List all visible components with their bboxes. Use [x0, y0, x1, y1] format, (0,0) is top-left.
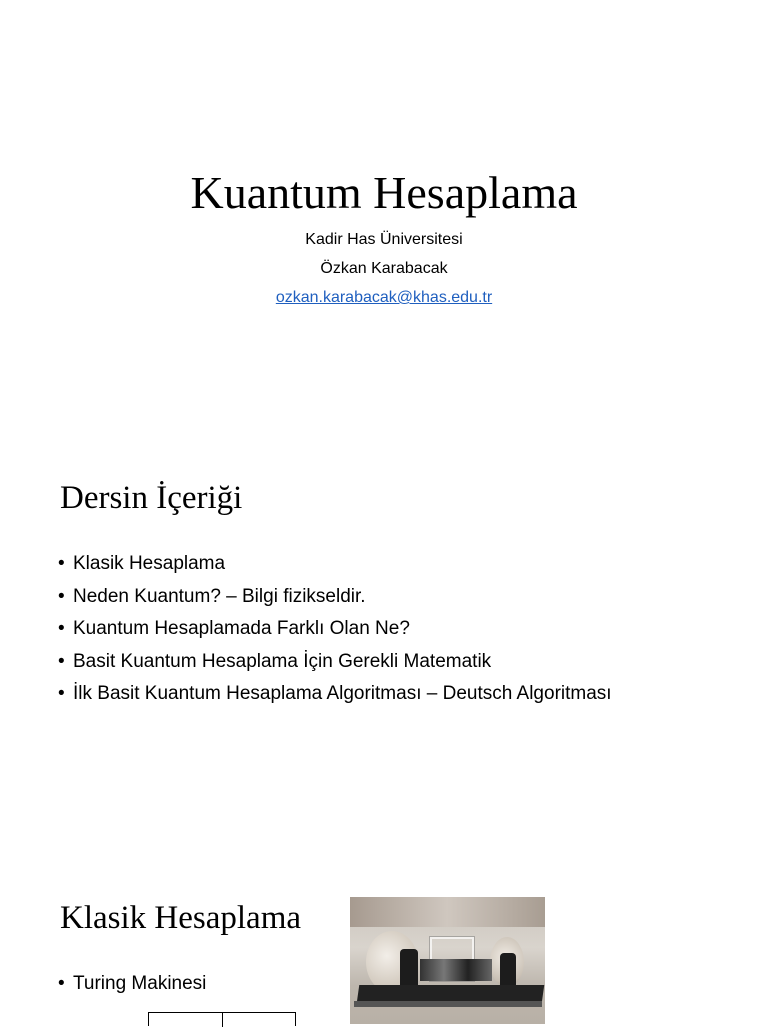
- contents-heading: Dersin İçeriği: [60, 480, 243, 516]
- author-email-link[interactable]: ozkan.karabacak@khas.edu.tr: [275, 289, 493, 306]
- bullet-icon: •: [58, 585, 65, 607]
- list-item: • Kuantum Hesaplamada Farklı Olan Ne?: [58, 613, 612, 646]
- list-item: • Neden Kuantum? – Bilgi fizikseldir.: [58, 581, 612, 614]
- bullet-icon: •: [58, 973, 65, 994]
- bullet-icon: •: [58, 618, 65, 640]
- classical-computing-heading: Klasik Hesaplama: [60, 900, 302, 936]
- list-item: • Klasik Hesaplama: [58, 548, 612, 581]
- bullet-icon: •: [58, 553, 65, 574]
- university-name: Kadir Has Üniversitesi: [305, 231, 463, 248]
- bullet-icon: •: [58, 683, 65, 705]
- author-name: Özkan Karabacak: [320, 260, 448, 277]
- slide-title: [0, 0, 768, 420]
- contents-list: [58, 548, 612, 711]
- classical-computing-list: [58, 968, 206, 1001]
- slide-classical-computing: [0, 860, 768, 1024]
- list-item: • Turing Makinesi: [58, 968, 206, 1001]
- slide-contents: [0, 420, 768, 860]
- list-item: • Basit Kuantum Hesaplama İçin Gerekli Matematik: [58, 646, 612, 679]
- list-item: • İlk Basit Kuantum Hesaplama Algoritması – Deutsch Algoritması: [58, 678, 612, 711]
- bullet-icon: •: [58, 650, 65, 672]
- turing-machine-photo: [350, 897, 545, 1024]
- slide-title-heading: Kuantum Hesaplama: [190, 167, 578, 218]
